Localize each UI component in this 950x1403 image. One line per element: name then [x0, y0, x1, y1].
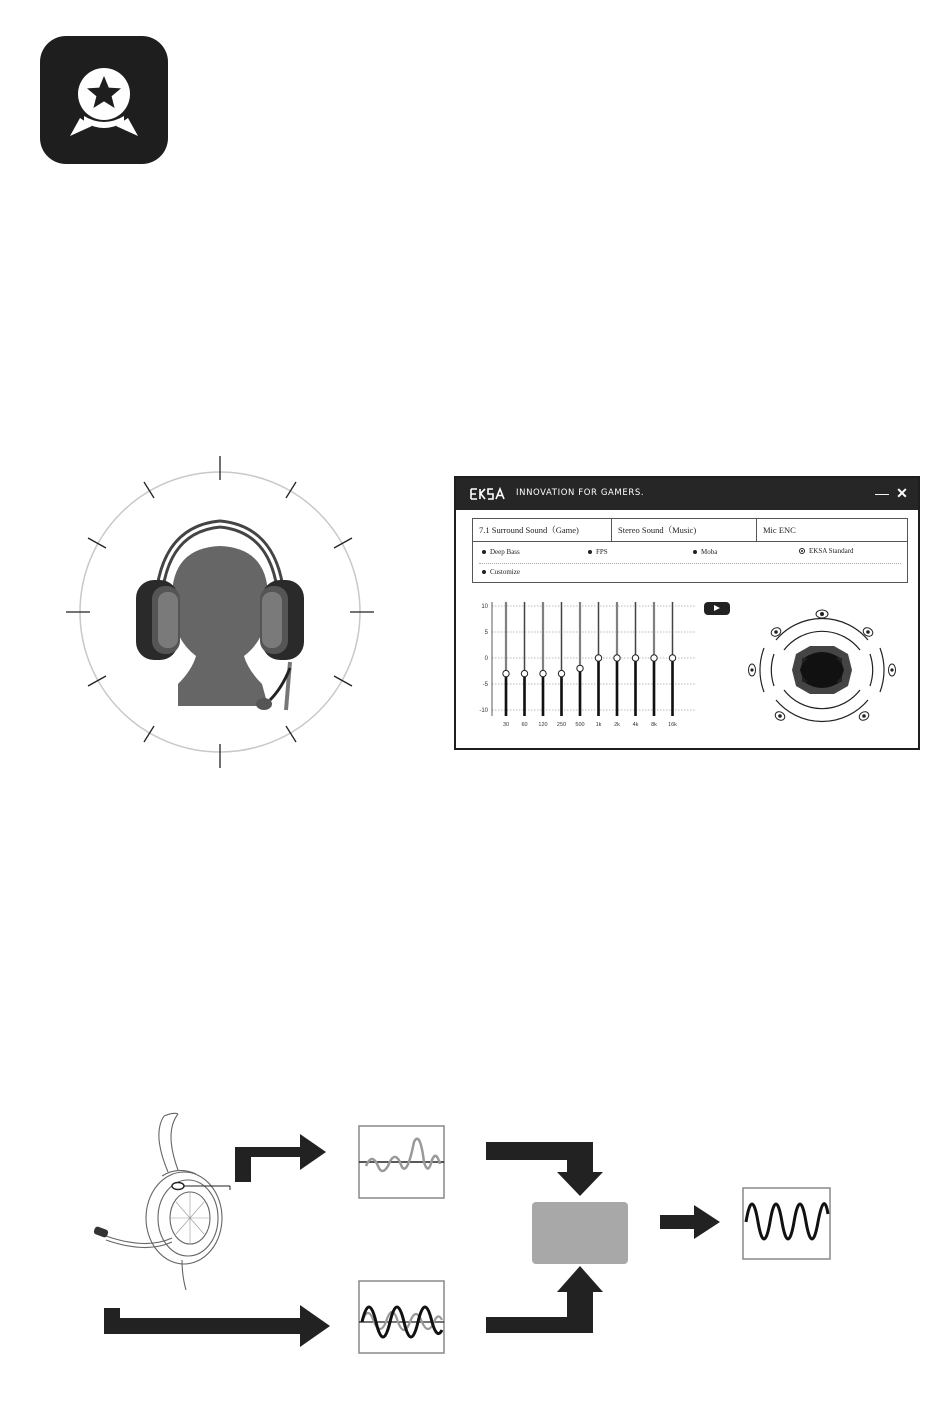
radio-dot	[588, 550, 592, 554]
preset-label: Deep Bass	[490, 548, 520, 556]
eq-band-label: 60	[521, 722, 528, 728]
preset-panel	[472, 541, 908, 583]
arrow-mic-to-noise	[235, 1134, 326, 1182]
eq-slider-handle[interactable]	[503, 670, 509, 676]
radio-dot	[482, 550, 486, 554]
eq-slider-handle[interactable]	[632, 655, 638, 661]
virtual-speaker-array	[740, 606, 904, 734]
minimize-button[interactable]: —	[875, 485, 889, 501]
ear-cup-right	[260, 580, 304, 660]
play-button[interactable]	[704, 602, 730, 615]
eq-slider-handle[interactable]	[540, 670, 546, 676]
eq-band-label: 120	[538, 722, 548, 728]
preset-moba[interactable]	[693, 548, 717, 556]
arrow-signal-to-processor	[486, 1266, 603, 1333]
eq-band-label: 2k	[614, 722, 620, 728]
eq-slider-handle[interactable]	[577, 665, 583, 671]
eq-y-tick-label: -10	[479, 708, 488, 714]
preset-label: EKSA Standard	[809, 547, 854, 555]
arrow-processor-to-output	[660, 1205, 720, 1239]
eq-slider-handle[interactable]	[595, 655, 601, 661]
title-bar	[456, 478, 918, 510]
slogan-text: INNOVATION FOR GAMERS.	[516, 488, 645, 498]
eq-y-tick-label: 0	[484, 656, 488, 662]
eq-slider-handle[interactable]	[651, 655, 657, 661]
radio-dot	[482, 570, 486, 574]
eq-slider-handle[interactable]	[614, 655, 620, 661]
eq-band-label: 500	[575, 722, 585, 728]
preset-fps[interactable]	[588, 548, 608, 556]
arrow-noise-to-processor	[486, 1142, 603, 1196]
equalizer	[470, 596, 700, 740]
tab-surround-sound[interactable]: 7.1 Surround Sound（Game)	[473, 519, 612, 541]
close-button[interactable]: ✕	[896, 485, 908, 501]
ear-cup-left	[136, 580, 180, 660]
preset-label: FPS	[596, 548, 608, 556]
tab-stereo-sound[interactable]: Stereo Sound（Music)	[612, 519, 757, 541]
processor-box	[532, 1202, 628, 1264]
eq-band-label: 4k	[632, 722, 639, 728]
divider	[479, 563, 901, 564]
noise-cancel-flow-diagram	[0, 1100, 950, 1403]
mode-tabs	[472, 518, 908, 542]
preset-label: Moba	[701, 548, 718, 556]
eq-slider-handle[interactable]	[669, 655, 675, 661]
eksa-logo	[470, 487, 506, 501]
eq-band-label: 30	[502, 722, 510, 728]
eq-y-tick-label: 5	[484, 630, 488, 636]
eq-band-label: 250	[556, 722, 567, 728]
eq-slider-handle[interactable]	[521, 670, 527, 676]
tab-mic-enc[interactable]: Mic ENC	[763, 525, 796, 535]
award-star-icon	[40, 36, 168, 164]
radio-selected	[799, 548, 805, 554]
eq-slider-handle[interactable]	[558, 670, 564, 676]
radio-dot	[693, 550, 697, 554]
eq-y-tick-label: -5	[482, 682, 488, 688]
preset-customize[interactable]	[482, 568, 520, 576]
eksa-software-window	[454, 476, 920, 750]
eq-band-label: 1k	[595, 722, 602, 728]
head-silhouette	[172, 546, 268, 706]
preset-label: Customize	[490, 568, 520, 576]
preset-deep-bass[interactable]	[482, 548, 520, 556]
eq-band-label: 16k	[668, 722, 677, 728]
arrow-input-to-signal	[104, 1305, 330, 1347]
surround-sound-illustration	[60, 452, 380, 772]
eq-y-tick-label: 10	[481, 604, 488, 610]
eq-band-label: 8k	[651, 722, 657, 728]
preset-eksa-standard[interactable]	[799, 547, 854, 555]
